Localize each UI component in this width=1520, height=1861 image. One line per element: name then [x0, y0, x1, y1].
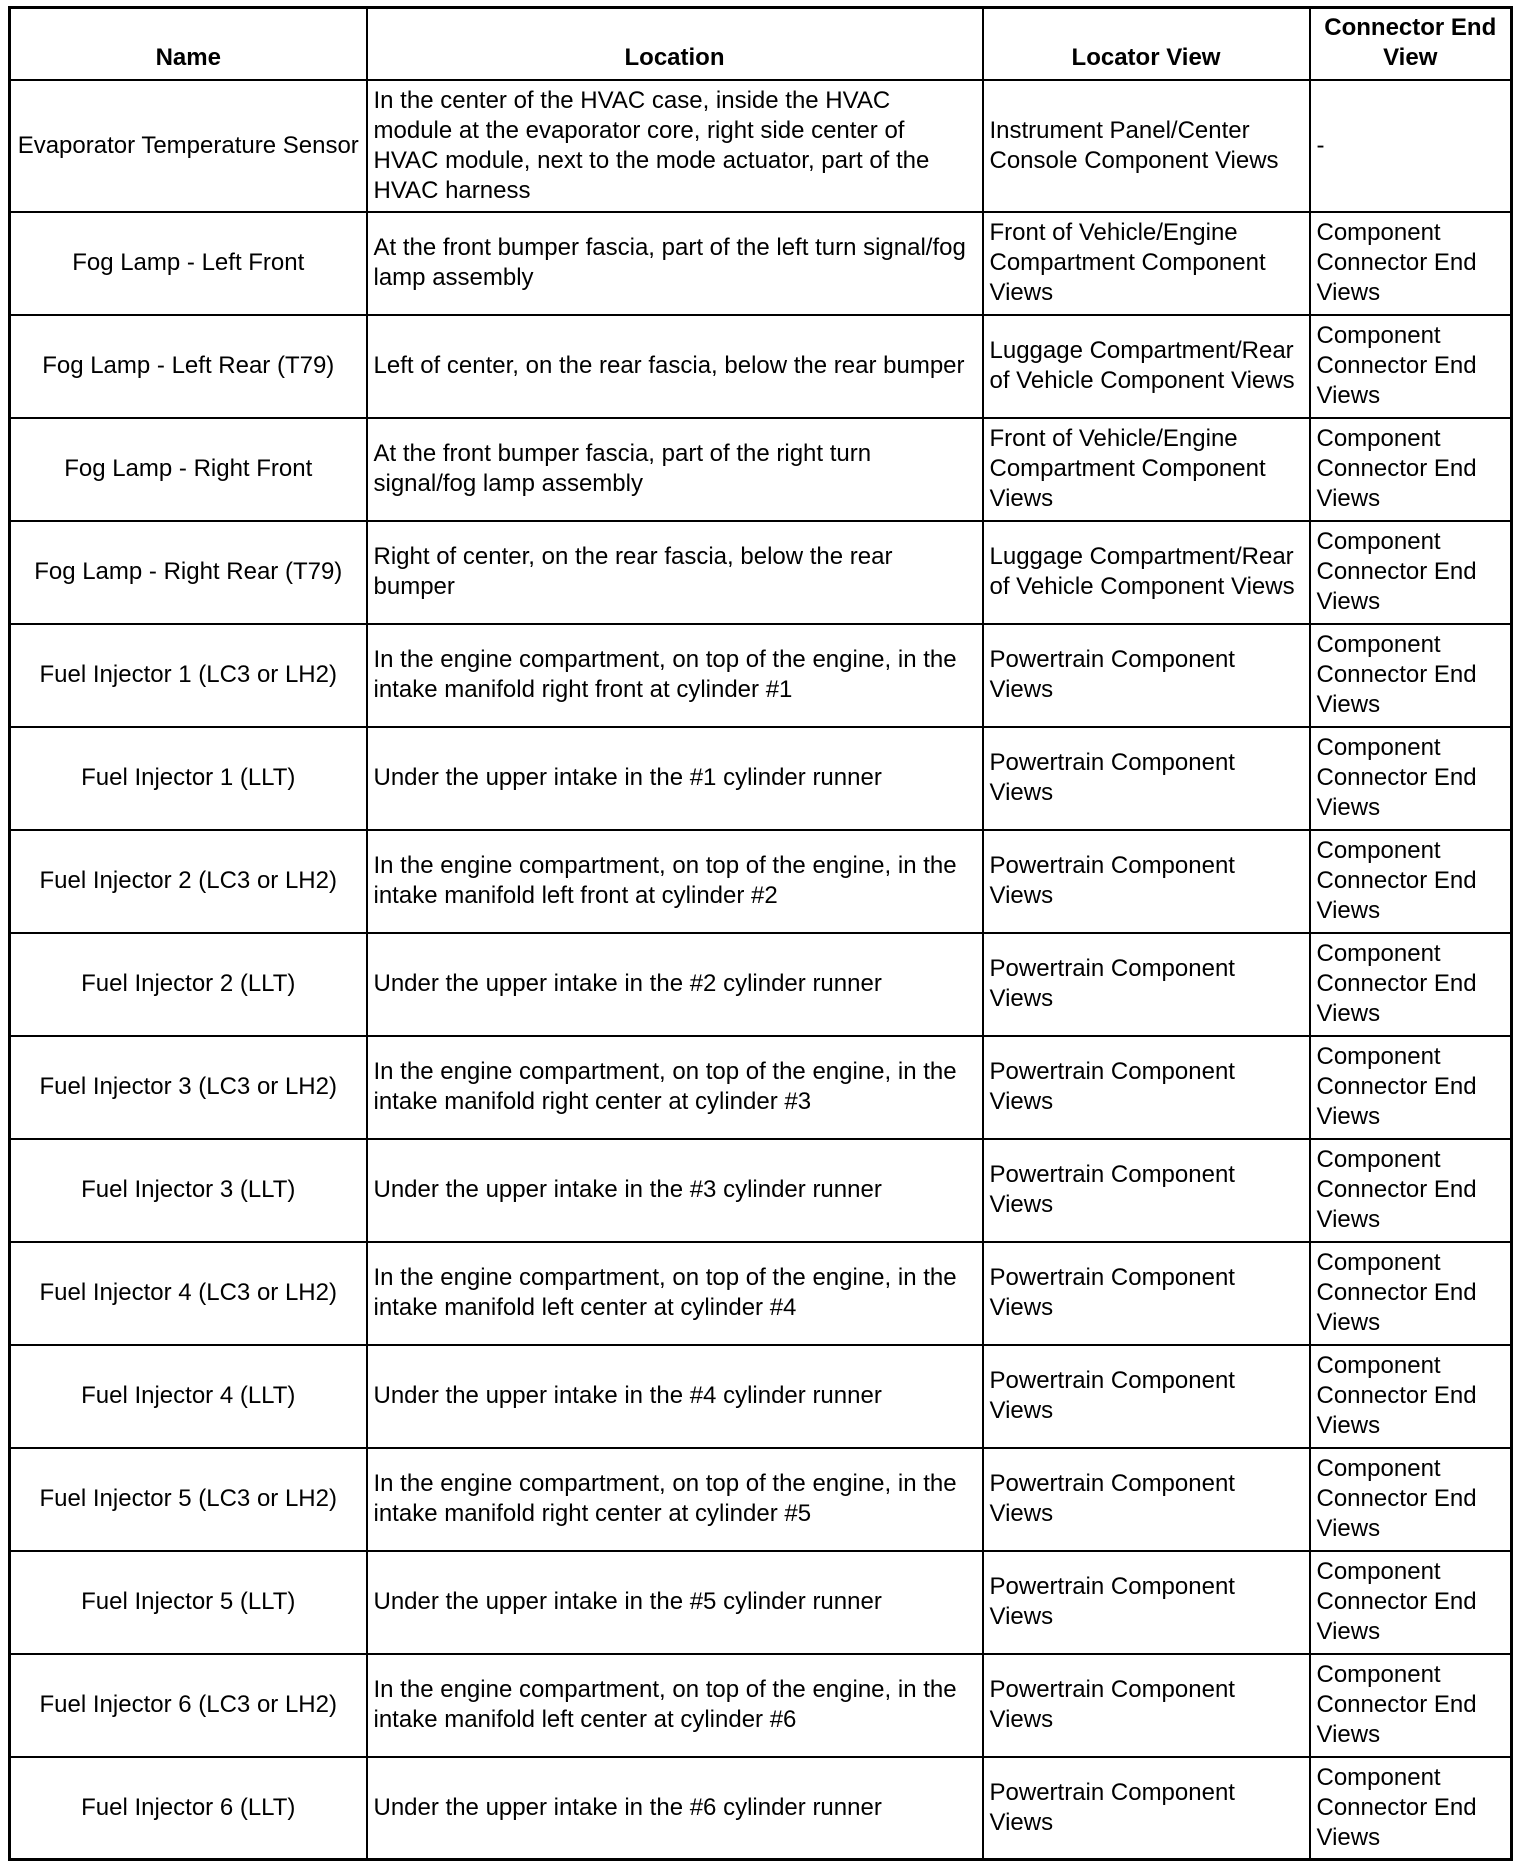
table-row: [10, 1757, 1512, 1860]
table-row: [10, 418, 1512, 521]
header-location: Location: [367, 8, 983, 80]
cell-locator-view: Front of Vehicle/Engine Compartment Component Views: [983, 418, 1310, 521]
cell-name: Fuel Injector 6 (LLT): [10, 1757, 367, 1860]
cell-connector-end-view: Component Connector End Views: [1310, 1654, 1512, 1757]
cell-name: Fuel Injector 4 (LLT): [10, 1345, 367, 1448]
component-locator-table: [8, 6, 1513, 1861]
cell-locator-view: Powertrain Component Views: [983, 1448, 1310, 1551]
cell-connector-end-view: Component Connector End Views: [1310, 1757, 1512, 1860]
cell-connector-end-view: Component Connector End Views: [1310, 212, 1512, 315]
cell-locator-view: Front of Vehicle/Engine Compartment Component Views: [983, 212, 1310, 315]
table-row: [10, 1345, 1512, 1448]
cell-name: Fog Lamp - Right Front: [10, 418, 367, 521]
cell-connector-end-view: Component Connector End Views: [1310, 1242, 1512, 1345]
cell-name: Evaporator Temperature Sensor: [10, 80, 367, 212]
cell-name: Fuel Injector 1 (LLT): [10, 727, 367, 830]
cell-name: Fuel Injector 1 (LC3 or LH2): [10, 624, 367, 727]
cell-locator-view: Powertrain Component Views: [983, 1551, 1310, 1654]
cell-name: Fuel Injector 2 (LC3 or LH2): [10, 830, 367, 933]
cell-locator-view: Powertrain Component Views: [983, 1757, 1310, 1860]
cell-locator-view: Powertrain Component Views: [983, 1345, 1310, 1448]
cell-location: Under the upper intake in the #5 cylinder runner: [367, 1551, 983, 1654]
cell-name: Fuel Injector 3 (LLT): [10, 1139, 367, 1242]
cell-location: At the front bumper fascia, part of the right turn signal/fog lamp assembly: [367, 418, 983, 521]
cell-connector-end-view: Component Connector End Views: [1310, 315, 1512, 418]
cell-connector-end-view: Component Connector End Views: [1310, 1036, 1512, 1139]
table-row: [10, 624, 1512, 727]
cell-location: In the center of the HVAC case, inside the HVAC module at the evaporator core, right side center of HVAC module, next to the mode actuator, part of the HVAC harness: [367, 80, 983, 212]
table-row: [10, 1139, 1512, 1242]
table-row: [10, 1036, 1512, 1139]
cell-name: Fuel Injector 5 (LLT): [10, 1551, 367, 1654]
cell-location: Under the upper intake in the #3 cylinder runner: [367, 1139, 983, 1242]
table-row: [10, 80, 1512, 212]
table-row: [10, 1654, 1512, 1757]
header-locator-view: Locator View: [983, 8, 1310, 80]
cell-location: In the engine compartment, on top of the engine, in the intake manifold right front at cylinder #1: [367, 624, 983, 727]
table-row: [10, 521, 1512, 624]
table-row: [10, 1242, 1512, 1345]
cell-name: Fuel Injector 4 (LC3 or LH2): [10, 1242, 367, 1345]
cell-location: In the engine compartment, on top of the engine, in the intake manifold left center at cylinder #6: [367, 1654, 983, 1757]
cell-location: Under the upper intake in the #2 cylinder runner: [367, 933, 983, 1036]
table-row: [10, 830, 1512, 933]
cell-location: In the engine compartment, on top of the engine, in the intake manifold right center at cylinder #5: [367, 1448, 983, 1551]
cell-location: Under the upper intake in the #6 cylinder runner: [367, 1757, 983, 1860]
table-row: [10, 315, 1512, 418]
cell-locator-view: Powertrain Component Views: [983, 1139, 1310, 1242]
cell-connector-end-view: Component Connector End Views: [1310, 830, 1512, 933]
table-row: [10, 212, 1512, 315]
cell-locator-view: Powertrain Component Views: [983, 1654, 1310, 1757]
cell-locator-view: Instrument Panel/Center Console Component Views: [983, 80, 1310, 212]
cell-locator-view: Powertrain Component Views: [983, 624, 1310, 727]
cell-name: Fuel Injector 6 (LC3 or LH2): [10, 1654, 367, 1757]
cell-connector-end-view: Component Connector End Views: [1310, 727, 1512, 830]
cell-connector-end-view: Component Connector End Views: [1310, 418, 1512, 521]
cell-connector-end-view: Component Connector End Views: [1310, 1448, 1512, 1551]
cell-location: In the engine compartment, on top of the engine, in the intake manifold right center at cylinder #3: [367, 1036, 983, 1139]
cell-name: Fuel Injector 5 (LC3 or LH2): [10, 1448, 367, 1551]
cell-locator-view: Powertrain Component Views: [983, 727, 1310, 830]
cell-connector-end-view: Component Connector End Views: [1310, 933, 1512, 1036]
table-row: [10, 727, 1512, 830]
cell-connector-end-view: Component Connector End Views: [1310, 1139, 1512, 1242]
cell-location: Under the upper intake in the #4 cylinder runner: [367, 1345, 983, 1448]
header-row: [10, 8, 1512, 80]
cell-location: In the engine compartment, on top of the engine, in the intake manifold left front at cylinder #2: [367, 830, 983, 933]
cell-connector-end-view: Component Connector End Views: [1310, 521, 1512, 624]
cell-name: Fuel Injector 3 (LC3 or LH2): [10, 1036, 367, 1139]
cell-name: Fuel Injector 2 (LLT): [10, 933, 367, 1036]
cell-location: At the front bumper fascia, part of the left turn signal/fog lamp assembly: [367, 212, 983, 315]
cell-connector-end-view: Component Connector End Views: [1310, 1551, 1512, 1654]
header-name: Name: [10, 8, 367, 80]
cell-name: Fog Lamp - Left Front: [10, 212, 367, 315]
cell-locator-view: Powertrain Component Views: [983, 933, 1310, 1036]
cell-locator-view: Luggage Compartment/Rear of Vehicle Component Views: [983, 315, 1310, 418]
cell-connector-end-view: -: [1310, 80, 1512, 212]
cell-locator-view: Luggage Compartment/Rear of Vehicle Component Views: [983, 521, 1310, 624]
cell-location: Under the upper intake in the #1 cylinder runner: [367, 727, 983, 830]
cell-connector-end-view: Component Connector End Views: [1310, 1345, 1512, 1448]
table-row: [10, 1448, 1512, 1551]
cell-name: Fog Lamp - Right Rear (T79): [10, 521, 367, 624]
cell-locator-view: Powertrain Component Views: [983, 1036, 1310, 1139]
table-row: [10, 933, 1512, 1036]
header-connector-end-view: Connector End View: [1310, 8, 1512, 80]
cell-location: In the engine compartment, on top of the engine, in the intake manifold left center at cylinder #4: [367, 1242, 983, 1345]
cell-location: Left of center, on the rear fascia, below the rear bumper: [367, 315, 983, 418]
cell-name: Fog Lamp - Left Rear (T79): [10, 315, 367, 418]
cell-locator-view: Powertrain Component Views: [983, 830, 1310, 933]
cell-connector-end-view: Component Connector End Views: [1310, 624, 1512, 727]
cell-locator-view: Powertrain Component Views: [983, 1242, 1310, 1345]
cell-location: Right of center, on the rear fascia, below the rear bumper: [367, 521, 983, 624]
table-row: [10, 1551, 1512, 1654]
